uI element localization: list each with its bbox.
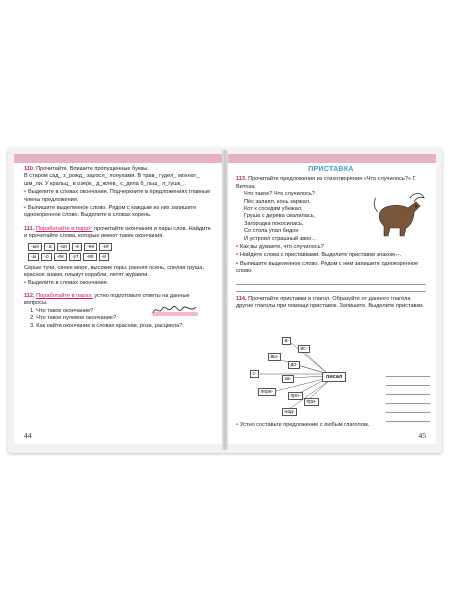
poem-line: Со стола упал бидон xyxy=(244,228,299,235)
ending-cell: -е xyxy=(72,243,82,251)
task-item xyxy=(24,280,214,287)
bullet-icon: • xyxy=(236,422,238,428)
answer-lines xyxy=(386,368,430,422)
task-item xyxy=(236,244,426,251)
prefix-box: ис- xyxy=(298,345,310,353)
task-text: Выпишите выделенное слово. Рядом с каждым из них запишите однокоренное слово. Выделите в словах корень. xyxy=(24,205,197,219)
prefix-box: с- xyxy=(250,370,259,378)
exercise-111 xyxy=(24,226,214,288)
answer-line[interactable] xyxy=(386,377,430,386)
page-top-band xyxy=(228,154,436,163)
bullet-icon: • xyxy=(24,189,26,196)
poem-line: Груша с дерева свалилась, xyxy=(244,213,316,220)
question-item: 2. Что такое нулевое окончание? xyxy=(30,315,117,322)
answer-line[interactable] xyxy=(236,278,426,285)
task-item xyxy=(24,189,214,204)
handwriting-sample-image xyxy=(150,303,200,319)
task-text: Найдите слова с приставками. Выделите приставки знаком ⌐. xyxy=(239,252,402,259)
pair-work-label: Поработайте в парах: xyxy=(36,292,93,299)
ending-cell: -ия xyxy=(83,253,96,261)
left-page xyxy=(14,154,222,444)
exercise-110 xyxy=(24,166,214,220)
poem-line: Кот к соседям убежал, xyxy=(244,206,303,213)
exercise-number: 112. xyxy=(24,292,35,299)
question-item: 1. Что такое окончание? xyxy=(30,307,94,314)
bullet-icon: • xyxy=(236,252,238,259)
task-text: Выделите в словах окончания. xyxy=(27,280,109,287)
exercise-instruction: прочитайте окончания и пары слов. Найдите и прочитайте слова, которые имеют такие окончания. xyxy=(24,225,211,240)
poem-line: Что такое? Что случилось? xyxy=(244,191,315,198)
exercise-instruction: Прочитайте приставки и глагол. Образуйте от данного глагола другие глаголы при помощи приставок. Запишите. Выделите приставки. xyxy=(236,295,424,310)
exercise-110-header xyxy=(24,166,214,173)
endings-row-2 xyxy=(28,253,214,261)
page-top-band xyxy=(14,154,222,163)
task-text: Выделите в словах окончания. Подчеркните в предложениях главные члены предложения. xyxy=(24,189,211,203)
exercise-number: 113. xyxy=(236,176,247,183)
right-page xyxy=(228,154,436,444)
poem-line: Загородка покосилась, xyxy=(244,220,304,227)
answer-line[interactable] xyxy=(386,413,430,422)
dog-illustration xyxy=(370,184,426,240)
prefix-box: про- xyxy=(288,392,303,400)
task-item xyxy=(236,422,369,428)
answer-lines xyxy=(236,278,426,292)
endings-row-1 xyxy=(28,243,214,251)
page-number: 45 xyxy=(418,431,426,440)
ending-cell: -и xyxy=(99,253,109,261)
question-item: 3. Как найти окончание в словах красная, роза, расцвела? xyxy=(30,322,183,329)
exercise-instruction: Прочитайте предложения из стихотворения «Что случилось?» Г. Витоза. xyxy=(236,176,417,190)
exercise-instruction: Прочитайте. Впишите пропущенные буквы. xyxy=(36,166,149,172)
prefix-box: над- xyxy=(282,408,297,416)
prefix-box: вы- xyxy=(268,353,281,361)
answer-line[interactable] xyxy=(236,285,426,292)
ending-cell: -ые xyxy=(28,243,42,251)
task-item xyxy=(236,252,426,259)
answer-line[interactable] xyxy=(386,386,430,395)
bullet-icon: • xyxy=(236,244,238,251)
prefix-box: пере- xyxy=(258,388,276,396)
ending-cell: -ое xyxy=(54,253,67,261)
ending-cell: -ее xyxy=(84,243,97,251)
exercise-111-header xyxy=(24,226,214,241)
bullet-icon: • xyxy=(24,205,26,212)
ending-cell: -о xyxy=(41,253,51,261)
prefix-box: за- xyxy=(282,375,294,383)
exercise-number: 111. xyxy=(24,225,35,232)
ending-cell: -ая xyxy=(57,243,70,251)
page-number: 44 xyxy=(24,431,32,440)
task-item xyxy=(24,205,214,220)
exercise-text: В старом сад_ з_рожд_ заросл_ лопухами. В трав_ гудел_ мохнат_ шм_ли. У кральц_ в озерк_ д_жлев_ с_дела б_льш_ л_гушк_. xyxy=(24,173,200,187)
poem-line: Пёс залаял, конь заржал. xyxy=(244,198,311,205)
ending-cell: -ут xyxy=(69,253,81,261)
bullet-icon: • xyxy=(24,280,26,287)
task-text: Устно составьте предложение с любым глаголом. xyxy=(239,422,370,428)
poem-line: И устроил страшный звон… xyxy=(244,235,317,242)
answer-line[interactable] xyxy=(386,404,430,413)
prefix-box: до- xyxy=(288,361,300,369)
task-text: Как вы думаете, что случилось? xyxy=(239,244,324,251)
prefix-box: при- xyxy=(304,398,319,406)
exercise-114 xyxy=(236,296,426,311)
exercise-114-header xyxy=(236,296,426,311)
exercise-number: 110. xyxy=(24,166,35,172)
ending-cell: -а xyxy=(44,243,54,251)
answer-line[interactable] xyxy=(386,395,430,404)
pair-work-label: Поработайте в парах: xyxy=(35,225,93,232)
section-title: ПРИСТАВКА xyxy=(308,166,354,173)
task-item xyxy=(236,261,426,276)
exercise-text: Серые тучи, синее море, высокие горы, ранняя осень, спелая груша, красное знамя, плывут корабли, летят журавли. xyxy=(24,264,204,279)
verb-box: писал xyxy=(322,372,346,382)
exercise-instruction: устно подготовьте ответы на данные вопросы. xyxy=(24,292,190,307)
ending-cell: -ит xyxy=(99,243,112,251)
exercise-number: 114. xyxy=(236,295,247,302)
ending-cell: -ы xyxy=(28,253,39,261)
answer-line[interactable] xyxy=(386,368,430,377)
prefix-box: в- xyxy=(282,337,291,345)
bullet-icon: • xyxy=(236,260,238,267)
task-text: Выпишите выделенное слово. Рядом с ним запишите однокоренное слово. xyxy=(236,260,419,275)
